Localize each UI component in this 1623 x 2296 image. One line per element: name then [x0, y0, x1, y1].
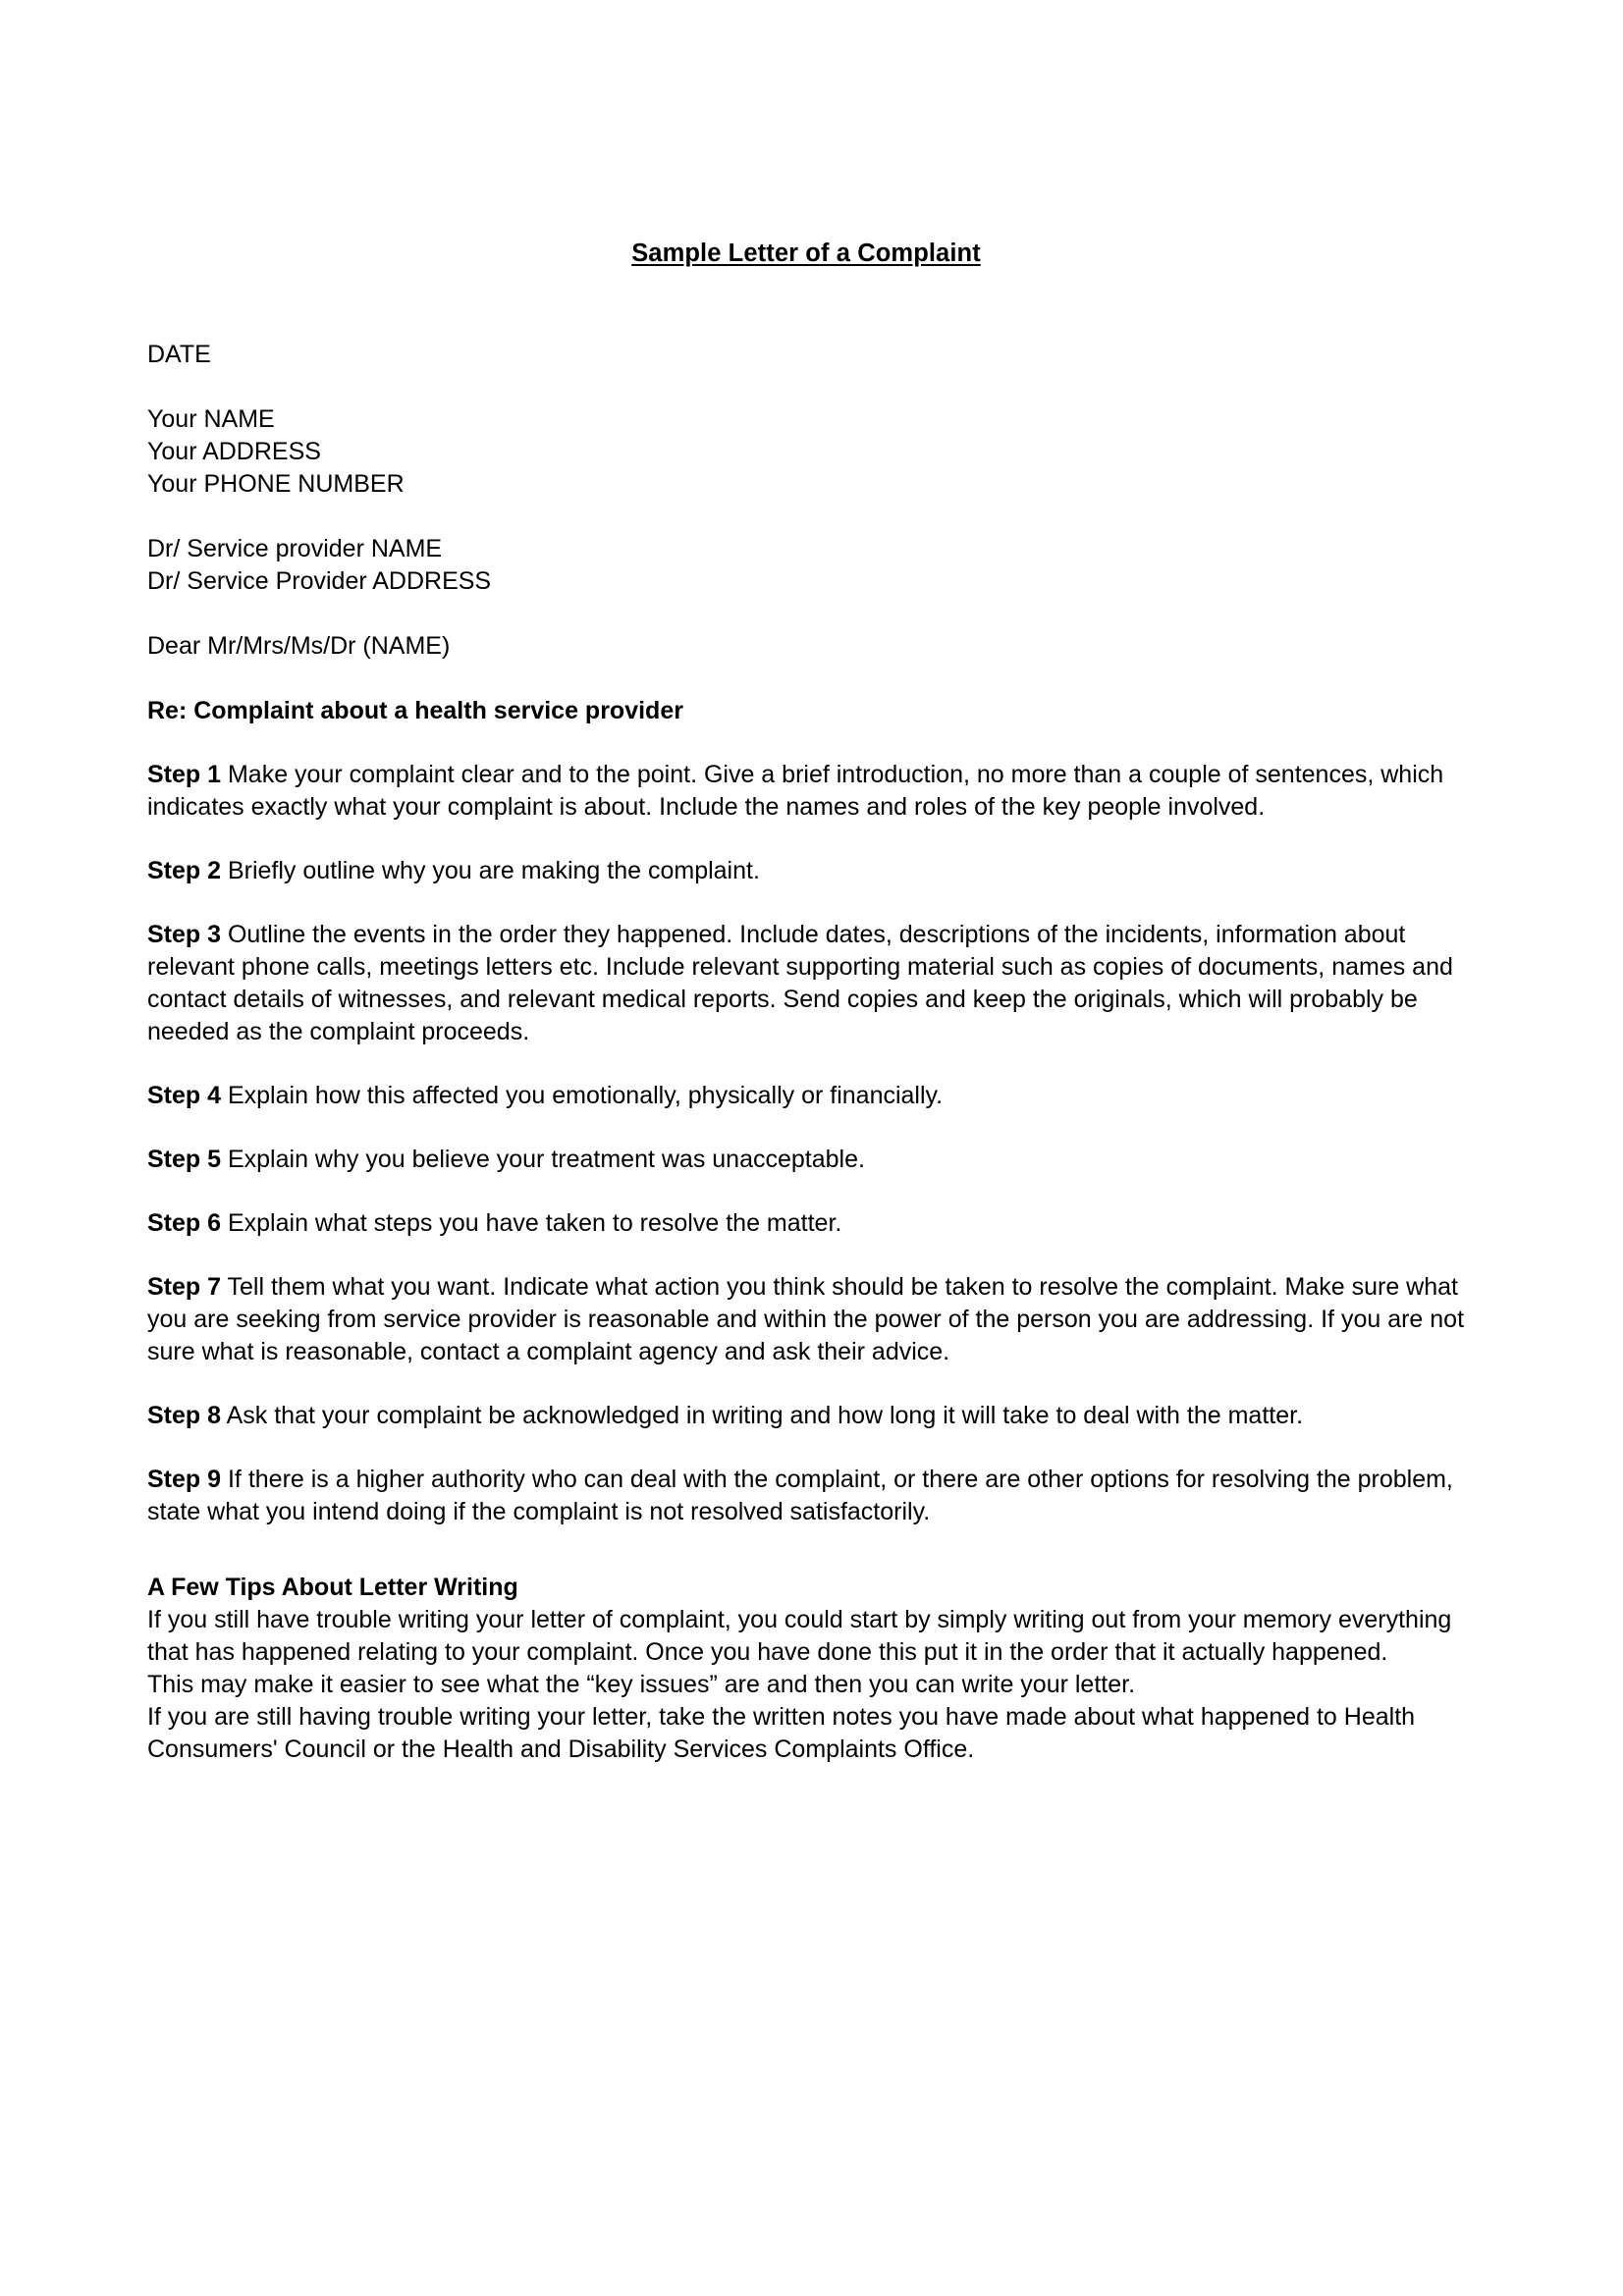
step-text: Explain what steps you have taken to resolve the matter. — [221, 1209, 842, 1238]
step-text: If there is a higher authority who can deal with the complaint, or there are other options for resolving the problem, state what you intend doing if the complaint is not resolved satisfactorily. — [147, 1466, 1453, 1526]
step-text: Make your complaint clear and to the point. Give a brief introduction, no more than a couple of sentences, which indicates exactly what your complaint is about. Include the names and roles of the key people involved. — [147, 761, 1444, 822]
step-text: Outline the events in the order they happened. Include dates, descriptions of the incidents, information about relevant phone calls, meetings letters etc. Include relevant supporting material such as copies of documents, names and contact details of witnesses, and relevant medical reports. Send copies and keep the originals, which will probably be needed as the complaint proceeds. — [147, 921, 1453, 1046]
tips-paragraph: If you are still having trouble writing your letter, take the written notes you have made about what happened to Health Consumers' Council or the Health and Disability Services Complaints Office. — [147, 1703, 1416, 1764]
date-block — [147, 339, 1465, 371]
step-text: Briefly outline why you are making the complaint. — [221, 857, 760, 885]
step-paragraph — [147, 855, 1465, 887]
letter-body — [147, 239, 1465, 1766]
step-label: Step 2 — [147, 857, 222, 885]
step-paragraph — [147, 1464, 1465, 1528]
page-title: Sample Letter of a Complaint — [631, 240, 981, 267]
sender-address-line: Your ADDRESS — [147, 438, 321, 466]
step-label: Step 1 — [147, 761, 222, 789]
step-label: Step 9 — [147, 1466, 222, 1494]
spacer — [147, 371, 1465, 403]
recipient-address-line: Dr/ Service Provider ADDRESS — [147, 567, 492, 596]
sender-phone-line: Your PHONE NUMBER — [147, 470, 405, 499]
spacer — [147, 501, 1465, 533]
sender-address-block — [147, 403, 1465, 501]
step-paragraph — [147, 759, 1465, 824]
tips-heading: A Few Tips About Letter Writing — [147, 1574, 518, 1602]
step-paragraph — [147, 919, 1465, 1048]
spacer — [147, 663, 1465, 695]
step-paragraph — [147, 1144, 1465, 1176]
step-paragraph — [147, 1400, 1465, 1432]
recipient-name-line: Dr/ Service provider NAME — [147, 535, 443, 563]
step-paragraph — [147, 1271, 1465, 1368]
tips-section — [147, 1572, 1465, 1766]
subject-line: Re: Complaint about a health service provider — [147, 697, 683, 725]
tips-body — [147, 1604, 1465, 1766]
salutation-line: Dear Mr/Mrs/Ms/Dr (NAME) — [147, 632, 451, 661]
step-text: Explain why you believe your treatment was unacceptable. — [221, 1146, 865, 1174]
step-text: Tell them what you want. Indicate what action you think should be taken to resolve the complaint. Make sure what you are seeking from service provider is reasonable and within the power of the person you are addressing. If you are not sure what is reasonable, contact a complaint agency and ask their advice. — [147, 1273, 1465, 1366]
step-label: Step 3 — [147, 921, 222, 949]
step-label: Step 5 — [147, 1146, 222, 1174]
step-label: Step 8 — [147, 1402, 222, 1430]
steps-section — [147, 759, 1465, 1528]
date-line: DATE — [147, 341, 211, 369]
sender-name-line: Your NAME — [147, 405, 275, 434]
step-text: Explain how this affected you emotionally, physically or financially. — [221, 1082, 944, 1110]
tips-paragraph: If you still have trouble writing your letter of complaint, you could start by simply writing out from your memory everything that has happened relating to your complaint. Once you have done this put it in the order that it actually happened. — [147, 1606, 1452, 1667]
step-label: Step 4 — [147, 1082, 222, 1110]
spacer — [147, 598, 1465, 630]
recipient-address-block — [147, 533, 1465, 598]
step-label: Step 7 — [147, 1273, 222, 1302]
step-text: Ask that your complaint be acknowledged in writing and how long it will take to deal with the matter. — [221, 1402, 1304, 1430]
tips-paragraph: This may make it easier to see what the “key issues” are and then you can write your letter. — [147, 1671, 1136, 1699]
step-paragraph — [147, 1207, 1465, 1240]
step-label: Step 6 — [147, 1209, 222, 1238]
step-paragraph — [147, 1080, 1465, 1112]
salutation — [147, 630, 1465, 663]
